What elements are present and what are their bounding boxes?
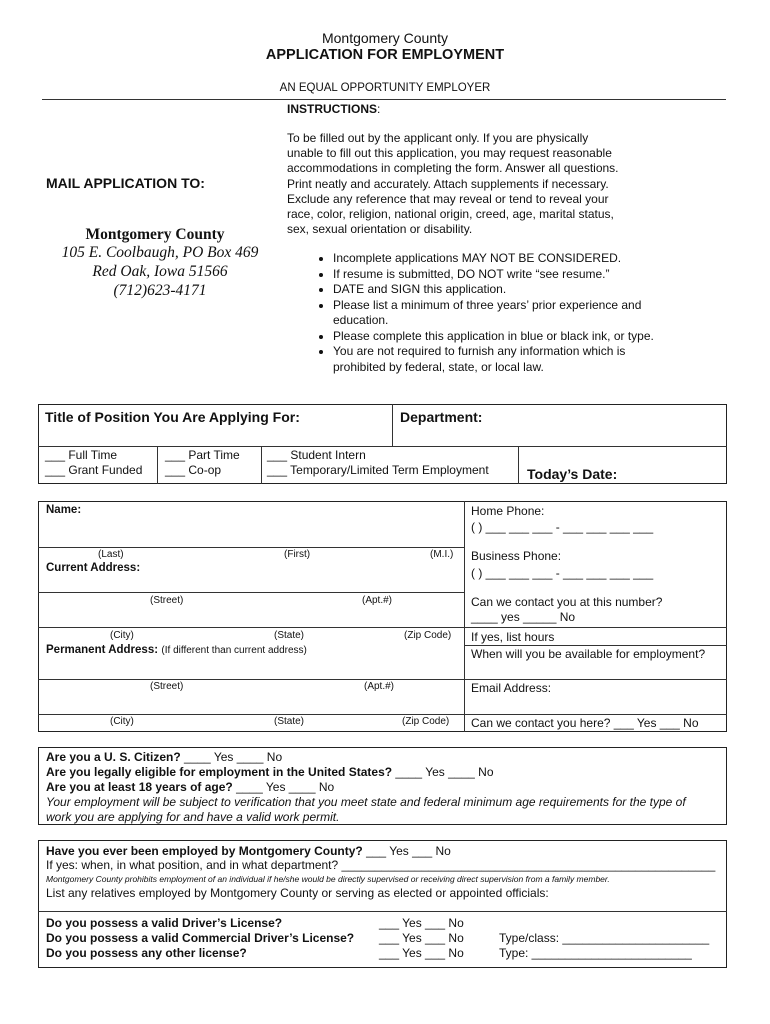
- list-hours-label[interactable]: If yes, list hours: [471, 630, 555, 644]
- license-type-class[interactable]: Type/class: ______________________: [499, 931, 710, 945]
- instructions-line: Exclude any reference that may reveal or tend to reveal your: [287, 191, 609, 206]
- mail-application-label: MAIL APPLICATION TO:: [46, 175, 205, 191]
- current-address-label[interactable]: Current Address:: [46, 562, 141, 574]
- instructions-line: race, color, religion, national origin, creed, age, marital status,: [287, 207, 614, 222]
- position-title-label[interactable]: Title of Position You Are Applying For:: [45, 409, 300, 425]
- mail-address-line2: Red Oak, Iowa 51566: [92, 263, 228, 280]
- position-divider: [392, 404, 393, 447]
- current-apt-caption: (Apt.#): [362, 595, 393, 606]
- bullet-item: • You are not required to furnish any information which is prohibited by federal, state, or local law.: [333, 344, 663, 375]
- right-divider-email: [464, 679, 727, 680]
- permanent-address-label[interactable]: Permanent Address:: [46, 644, 159, 656]
- current-street-caption: (Street): [150, 595, 184, 606]
- position-col-divider-1: [157, 446, 158, 484]
- permanent-zip-caption: (Zip Code): [402, 716, 450, 727]
- mail-phone: (712)623-4171: [113, 282, 207, 299]
- relatives-question[interactable]: List any relatives employed by Montgomery County or serving as elected or appointed officials:: [46, 886, 549, 900]
- county-name: Montgomery County: [321, 30, 449, 46]
- department-label[interactable]: Department:: [400, 409, 483, 425]
- position-row-divider: [38, 446, 727, 447]
- citizen-question: Are you a U. S. Citizen?: [46, 750, 181, 764]
- current-city-caption: (City): [110, 630, 134, 641]
- availability-label[interactable]: When will you be available for employment?: [471, 647, 706, 661]
- bullet-item: • Incomplete applications MAY NOT BE CONSIDERED.: [333, 251, 663, 267]
- part-time-option[interactable]: ___ Part Time: [165, 448, 240, 462]
- right-divider-contact: [464, 714, 727, 715]
- form-title: APPLICATION FOR EMPLOYMENT: [265, 47, 505, 63]
- contact-number-options[interactable]: ____ yes _____ No: [471, 610, 576, 624]
- mail-org: Montgomery County: [85, 226, 225, 243]
- other-license-options[interactable]: ___ Yes ___ No: [379, 946, 464, 960]
- current-street-line: [38, 592, 464, 593]
- age-question: Are you at least 18 years of age?: [46, 780, 233, 794]
- family-supervision-policy: Montgomery County prohibits employment of an individual if he/she would be directly supervised or receiving direct supervision from a family member.: [46, 874, 610, 884]
- personal-info-box: [38, 501, 727, 732]
- permanent-city-line: [38, 714, 464, 715]
- instructions-line: Print neatly and accurately. Attach supplements if necessary.: [287, 176, 609, 191]
- coop-option[interactable]: ___ Co-op: [165, 463, 222, 477]
- commercial-license-question: Do you possess a valid Commercial Driver’s License?: [46, 931, 355, 945]
- eligible-row[interactable]: [46, 765, 494, 779]
- instructions-line: unable to fill out this application, you may request reasonable: [287, 146, 612, 161]
- bullet-item: • DATE and SIGN this application.: [333, 282, 663, 298]
- drivers-license-options[interactable]: ___ Yes ___ No: [379, 916, 464, 930]
- instructions-text: [287, 131, 619, 237]
- eligible-question: Are you legally eligible for employment in the United States?: [46, 765, 393, 779]
- home-phone-label[interactable]: Home Phone:: [471, 504, 545, 518]
- current-state-caption: (State): [274, 630, 305, 641]
- current-zip-caption: (Zip Code): [404, 630, 452, 641]
- personal-col-divider: [464, 501, 465, 732]
- permanent-state-caption: (State): [274, 716, 305, 727]
- prior-employment-question: Have you ever been employed by Montgomery County?: [46, 844, 363, 858]
- instructions-heading-row: [287, 102, 380, 116]
- instructions-heading: INSTRUCTIONS: [287, 102, 377, 116]
- prior-employment-row[interactable]: [46, 844, 451, 858]
- home-phone-blank[interactable]: ( ) ___ ___ ___ - ___ ___ ___ ___: [471, 520, 654, 534]
- instructions-colon: :: [377, 102, 381, 116]
- business-phone-label[interactable]: Business Phone:: [471, 549, 562, 563]
- name-label[interactable]: Name:: [46, 504, 82, 516]
- eeo-statement: AN EQUAL OPPORTUNITY EMPLOYER: [279, 82, 491, 94]
- contact-here-question[interactable]: Can we contact you here? ___ Yes ___ No: [471, 716, 699, 730]
- instructions-bullets: [315, 251, 663, 375]
- bullet-item: • Please complete this application in blue or black ink, or type.: [333, 329, 663, 345]
- email-label[interactable]: Email Address:: [471, 681, 552, 695]
- temporary-option[interactable]: ___ Temporary/Limited Term Employment: [267, 463, 489, 477]
- name-underline: [38, 547, 464, 548]
- todays-date-label[interactable]: Today’s Date:: [527, 466, 618, 482]
- instructions-line: accommodations in completing the form. Answer all questions.: [287, 161, 619, 176]
- verification-note-line1: Your employment will be subject to verification that you meet state and federal minimum age requirements for the type of: [46, 795, 686, 809]
- header-divider: [42, 99, 726, 100]
- age-row[interactable]: [46, 780, 334, 794]
- mail-address-line1: 105 E. Coolbaugh, PO Box 469: [61, 244, 259, 261]
- prior-employment-options[interactable]: ___ Yes ___ No: [362, 844, 451, 858]
- business-phone-blank[interactable]: ( ) ___ ___ ___ - ___ ___ ___ ___: [471, 566, 654, 580]
- drivers-license-question: Do you possess a valid Driver’s License?: [46, 916, 283, 930]
- commercial-license-options[interactable]: ___ Yes ___ No: [379, 931, 464, 945]
- contact-number-question: Can we contact you at this number?: [471, 595, 663, 609]
- verification-note-line2: work you are applying for and have a valid work permit.: [46, 810, 340, 824]
- last-name-caption: (Last): [98, 549, 124, 560]
- middle-initial-caption: (M.I.): [430, 549, 454, 560]
- right-divider-availability: [464, 645, 727, 646]
- permanent-apt-caption: (Apt.#): [364, 681, 395, 692]
- eligible-options[interactable]: ____ Yes ____ No: [392, 765, 494, 779]
- instructions-line: To be filled out by the applicant only. If you are physically: [287, 131, 589, 145]
- citizen-options[interactable]: ____ Yes ____ No: [180, 750, 283, 764]
- age-options[interactable]: ____ Yes ____ No: [232, 780, 335, 794]
- other-license-question: Do you possess any other license?: [46, 946, 247, 960]
- full-time-option[interactable]: ___ Full Time: [45, 448, 118, 462]
- license-type[interactable]: Type: ________________________: [499, 946, 692, 960]
- licenses-divider: [38, 911, 727, 912]
- permanent-street-line: [38, 679, 464, 680]
- first-name-caption: (First): [284, 549, 311, 560]
- permanent-address-note: (If different than current address): [161, 645, 307, 656]
- citizen-row[interactable]: [46, 750, 282, 764]
- bullet-item: • Please list a minimum of three years’ prior experience and education.: [333, 298, 663, 329]
- position-col-divider-3: [518, 446, 519, 484]
- permanent-city-caption: (City): [110, 716, 134, 727]
- permanent-street-caption: (Street): [150, 681, 184, 692]
- student-intern-option[interactable]: ___ Student Intern: [267, 448, 366, 462]
- grant-funded-option[interactable]: ___ Grant Funded: [45, 463, 143, 477]
- instructions-line: sex, sexual orientation or disability.: [287, 222, 473, 237]
- prior-employment-details[interactable]: If yes: when, in what position, and in what department? ________________________________________________________: [46, 858, 716, 872]
- permanent-address-row: [46, 642, 307, 656]
- bullet-item: • If resume is submitted, DO NOT write “see resume.”: [333, 267, 663, 283]
- position-col-divider-2: [261, 446, 262, 484]
- current-city-line: [38, 627, 727, 628]
